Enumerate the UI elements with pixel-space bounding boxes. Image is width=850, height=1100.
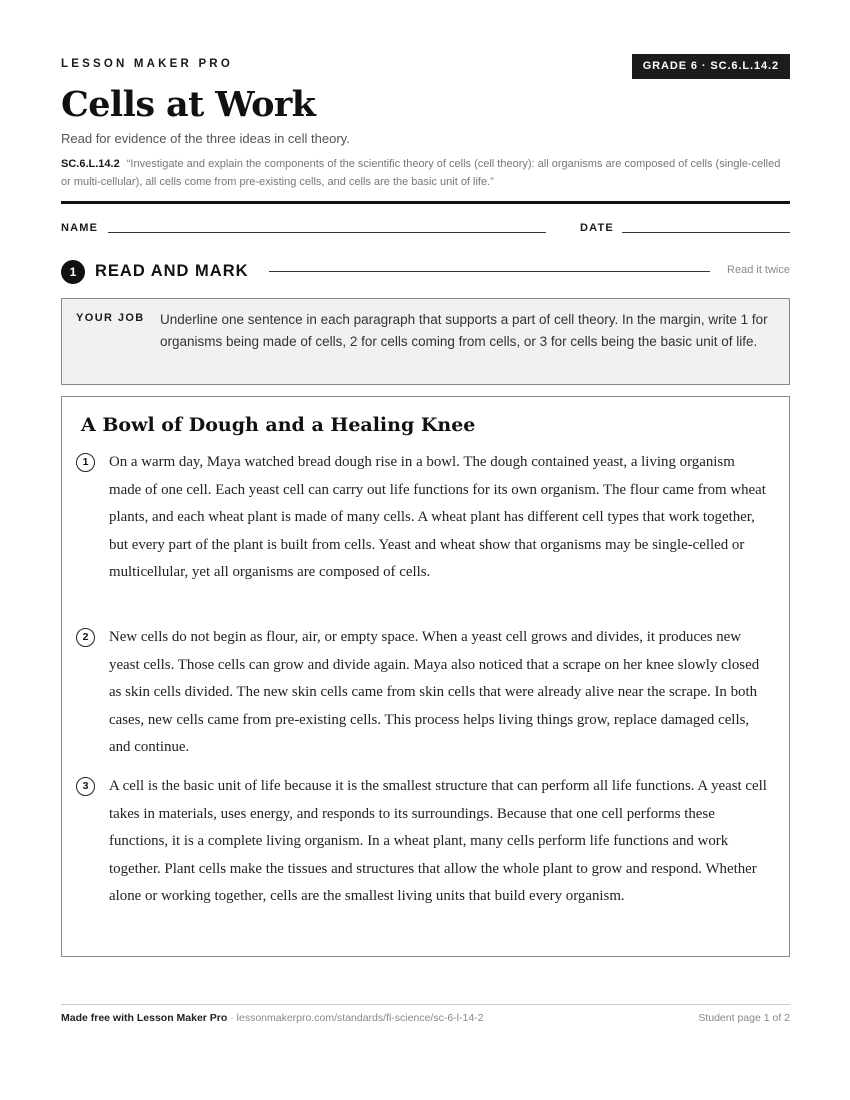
paragraph-text: New cells do not begin as flour, air, or empty space. When a yeast cell grows and divides, it produces new yeast cells. Those cells can grow and divide again. Maya also noticed that a scrape on her knee slowly closed as skin cells divided. The new skin cells came from skin cells that were already alive near the scrape. In both cases, new cells came from pre-existing cells. This process helps living things grow, replace damaged cells, and continue. — [109, 629, 760, 756]
section-rule — [269, 271, 710, 272]
passage-title: A Bowl of Dough and a Healing Knee — [81, 414, 476, 436]
date-field[interactable] — [622, 232, 790, 233]
name-date-row — [61, 222, 790, 238]
footer-credit — [61, 1012, 484, 1024]
reading-passage — [61, 396, 790, 957]
header-divider — [61, 201, 790, 204]
footer-divider — [61, 1004, 790, 1005]
footer-separator: · — [227, 1012, 237, 1024]
name-field[interactable] — [108, 232, 546, 233]
page-indicator: Student page 1 of 2 — [698, 1012, 790, 1024]
date-label: DATE — [580, 222, 614, 234]
instructions-label: YOUR JOB — [76, 312, 145, 324]
page-title: Cells at Work — [61, 84, 316, 125]
paragraph-text: A cell is the basic unit of life because it is the smallest structure that can perform all life functions. A yeast cell takes in materials, uses energy, and responds to its surroundings. Because that one cell performs these functions, it is a complete living organism. In a wheat plant, many cells perform life functions and work together. Plant cells make the tissues and structures that allow the whole plant to grow and respond. Whether alone or working together, cells are the smallest living units that build every organism. — [109, 778, 767, 905]
instructions-box — [61, 298, 790, 385]
paragraph-number: 2 — [76, 628, 95, 647]
grade-standard-badge: GRADE 6 · SC.6.L.14.2 — [632, 54, 790, 79]
section-note: Read it twice — [727, 264, 790, 276]
footer-brand: Made free with Lesson Maker Pro — [61, 1012, 228, 1024]
instructions-text: Underline one sentence in each paragraph that supports a part of cell theory. In the margin, write 1 for organisms being made of cells, 2 for cells coming from cells, or 3 for cells being the basic unit of life. — [160, 312, 768, 349]
standard-text: “Investigate and explain the components of the scientific theory of cells (cell theory): all organisms are composed of cells (single-celled or multi-cellular), all cells come from pre-existing cells, and cells are the basic unit of life.” — [61, 158, 781, 188]
paragraph-text: On a warm day, Maya watched bread dough rise in a bowl. The dough contained yeast, a living organism made of one cell. Each yeast cell can carry out life functions for its own organism. The flour came from wheat plants, and each wheat plant is made of many cells. A wheat plant has different cell types that work together, but every part of the plant is built from cells. Yeast and wheat show that organisms may be single-celled or multicellular, yet all organisms are composed of cells. — [109, 454, 766, 581]
section-header — [61, 260, 790, 284]
name-label: NAME — [61, 222, 99, 234]
page-subtitle: Read for evidence of the three ideas in cell theory. — [61, 131, 350, 146]
paragraph-number: 1 — [76, 453, 95, 472]
brand-name: LESSON MAKER PRO — [61, 58, 233, 70]
paragraph-number: 3 — [76, 777, 95, 796]
section-title: READ AND MARK — [95, 262, 249, 280]
footer-url-link[interactable]: lessonmakerpro.com/standards/fl-science/sc-6-l-14-2 — [236, 1012, 484, 1024]
standard-code: SC.6.L.14.2 — [61, 158, 120, 170]
section-number-badge: 1 — [61, 260, 85, 284]
standard-description — [61, 155, 790, 191]
